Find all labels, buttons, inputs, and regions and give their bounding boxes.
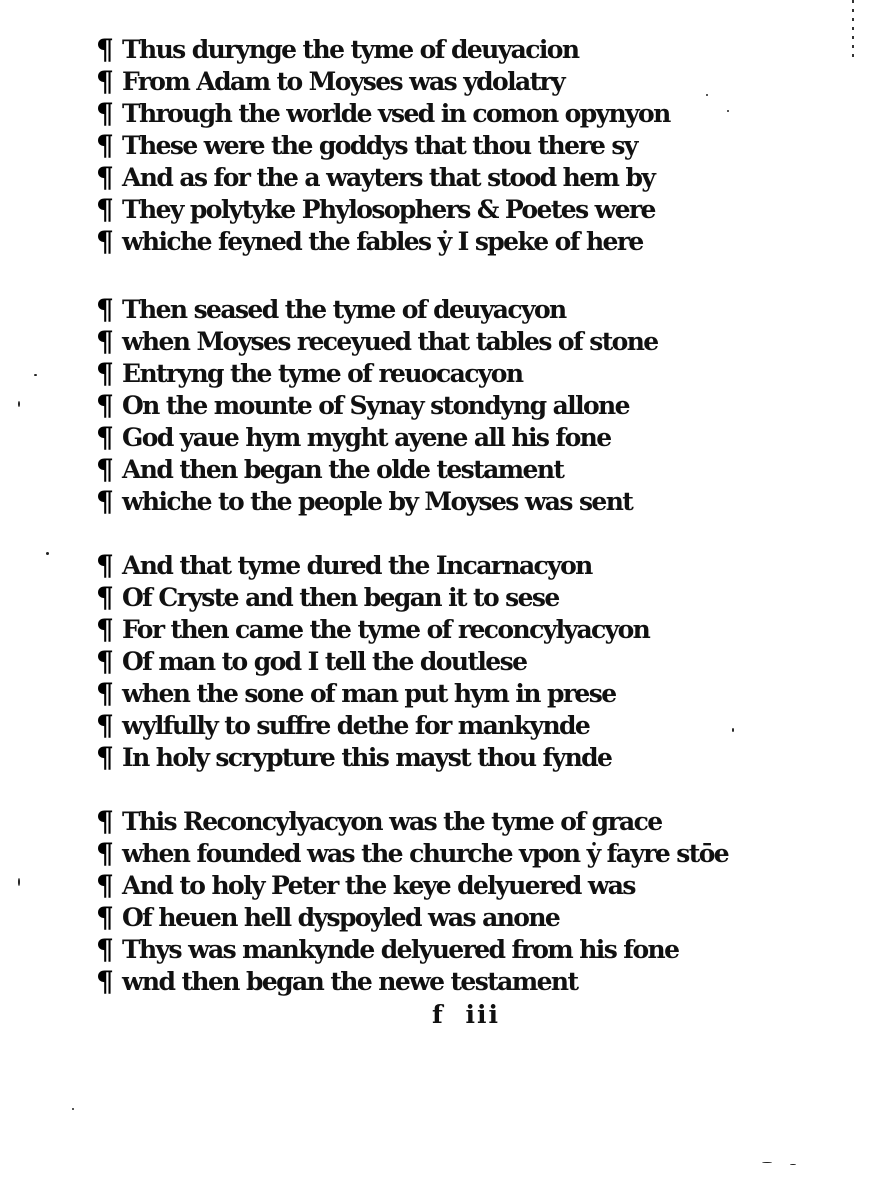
verse-text: when founded was the churche vpon ẏ fayre stōe <box>122 839 729 868</box>
scan-speck <box>46 552 49 555</box>
verse-line <box>96 838 736 870</box>
verse-line <box>96 34 736 66</box>
verse-text: wnd then began the newe testament <box>122 967 578 996</box>
pilcrow-icon: ¶ <box>96 389 113 422</box>
verse-text: whiche feyned the fables ẏ I speke of here <box>122 227 643 256</box>
verse-text: whiche to the people by Moyses was sent <box>122 487 633 516</box>
verse-text: And to holy Peter the keye delyuered was <box>122 871 635 900</box>
verse-line <box>96 98 736 130</box>
pilcrow-icon: ¶ <box>96 741 113 774</box>
verse-line <box>96 226 736 258</box>
verse-text: Of heuen hell dyspoyled was anone <box>122 903 560 932</box>
verse-text: And as for the a wayters that stood hem by <box>122 163 655 192</box>
pilcrow-icon: ¶ <box>96 933 113 966</box>
pilcrow-icon: ¶ <box>96 453 113 486</box>
verse-text: Thys was mankynde delyuered from his fone <box>122 935 679 964</box>
verse-text: when the sone of man put hym in prese <box>122 679 616 708</box>
scan-speck <box>34 374 37 376</box>
pilcrow-icon: ¶ <box>96 193 113 226</box>
verse-line <box>96 358 736 390</box>
verse-text: Thus durynge the tyme of deuyacion <box>122 35 579 64</box>
pilcrow-icon: ¶ <box>96 901 113 934</box>
verse-line <box>96 902 736 934</box>
verse-line <box>96 678 736 710</box>
verse-line <box>96 454 736 486</box>
verse-line <box>96 742 736 774</box>
pilcrow-icon: ¶ <box>96 293 113 326</box>
verse-line <box>96 326 736 358</box>
verse-line <box>96 194 736 226</box>
stanza-1 <box>96 34 736 258</box>
verse-text: wylfully to suffre dethe for mankynde <box>122 711 590 740</box>
verse-line <box>96 550 736 582</box>
verse-text: From Adam to Moyses was ydolatry <box>122 67 565 96</box>
verse-text: For then came the tyme of reconcylyacyon <box>122 615 650 644</box>
verse-line <box>96 294 736 326</box>
verse-text: And that tyme dured the Incarnacyon <box>122 551 592 580</box>
signature-mark: f iii <box>432 1000 500 1029</box>
pilcrow-icon: ¶ <box>96 97 113 130</box>
pilcrow-icon: ¶ <box>96 325 113 358</box>
verse-text: On the mounte of Synay stondyng allone <box>122 391 629 420</box>
stanza-3 <box>96 550 736 774</box>
verse-line <box>96 646 736 678</box>
verse-text: Then seased the tyme of deuyacyon <box>122 295 566 324</box>
scan-speck <box>72 1108 74 1110</box>
pilcrow-icon: ¶ <box>96 161 113 194</box>
pilcrow-icon: ¶ <box>96 225 113 258</box>
verse-text: Through the worlde vsed in comon opynyon <box>122 99 670 128</box>
pilcrow-icon: ¶ <box>96 613 113 646</box>
pilcrow-icon: ¶ <box>96 357 113 390</box>
pilcrow-icon: ¶ <box>96 421 113 454</box>
verse-line <box>96 486 736 518</box>
scan-speck <box>18 878 20 886</box>
pilcrow-icon: ¶ <box>96 645 113 678</box>
verse-line <box>96 582 736 614</box>
verse-line <box>96 870 736 902</box>
verse-text: Of man to god I tell the doutlese <box>122 647 527 676</box>
verse-line <box>96 710 736 742</box>
verse-text: Entryng the tyme of reuocacyon <box>122 359 523 388</box>
verse-text: God yaue hym myght ayene all his fone <box>122 423 611 452</box>
page-edge-mark <box>852 0 854 60</box>
verse-text: And then began the olde testament <box>122 455 564 484</box>
pilcrow-icon: ¶ <box>96 709 113 742</box>
scan-speck <box>732 728 734 732</box>
verse-text: Of Cryste and then began it to sese <box>122 583 559 612</box>
scan-speck <box>706 94 708 96</box>
verse-text: They polytyke Phylosophers & Poetes were <box>122 195 655 224</box>
verse-line <box>96 614 736 646</box>
verse-line <box>96 162 736 194</box>
pilcrow-icon: ¶ <box>96 129 113 162</box>
verse-text: when Moyses receyued that tables of stone <box>122 327 658 356</box>
pilcrow-icon: ¶ <box>96 965 113 998</box>
verse-line <box>96 130 736 162</box>
verse-text: These were the goddys that thou there sy <box>122 131 637 160</box>
scan-speck <box>727 110 729 112</box>
pilcrow-icon: ¶ <box>96 805 113 838</box>
verse-line <box>96 934 736 966</box>
scan-speck <box>790 1164 796 1165</box>
scan-speck <box>18 401 20 407</box>
pilcrow-icon: ¶ <box>96 837 113 870</box>
verse-line <box>96 806 736 838</box>
verse-text: This Reconcylyacyon was the tyme of grace <box>122 807 662 836</box>
verse-line <box>96 390 736 422</box>
scan-speck <box>762 1162 772 1163</box>
verse-line <box>96 422 736 454</box>
pilcrow-icon: ¶ <box>96 485 113 518</box>
stanza-2 <box>96 294 736 518</box>
stanza-4 <box>96 806 736 998</box>
verse-line <box>96 966 736 998</box>
verse-line <box>96 66 736 98</box>
pilcrow-icon: ¶ <box>96 869 113 902</box>
verse-text: In holy scrypture this mayst thou fynde <box>122 743 612 772</box>
pilcrow-icon: ¶ <box>96 33 113 66</box>
pilcrow-icon: ¶ <box>96 65 113 98</box>
pilcrow-icon: ¶ <box>96 549 113 582</box>
pilcrow-icon: ¶ <box>96 581 113 614</box>
pilcrow-icon: ¶ <box>96 677 113 710</box>
